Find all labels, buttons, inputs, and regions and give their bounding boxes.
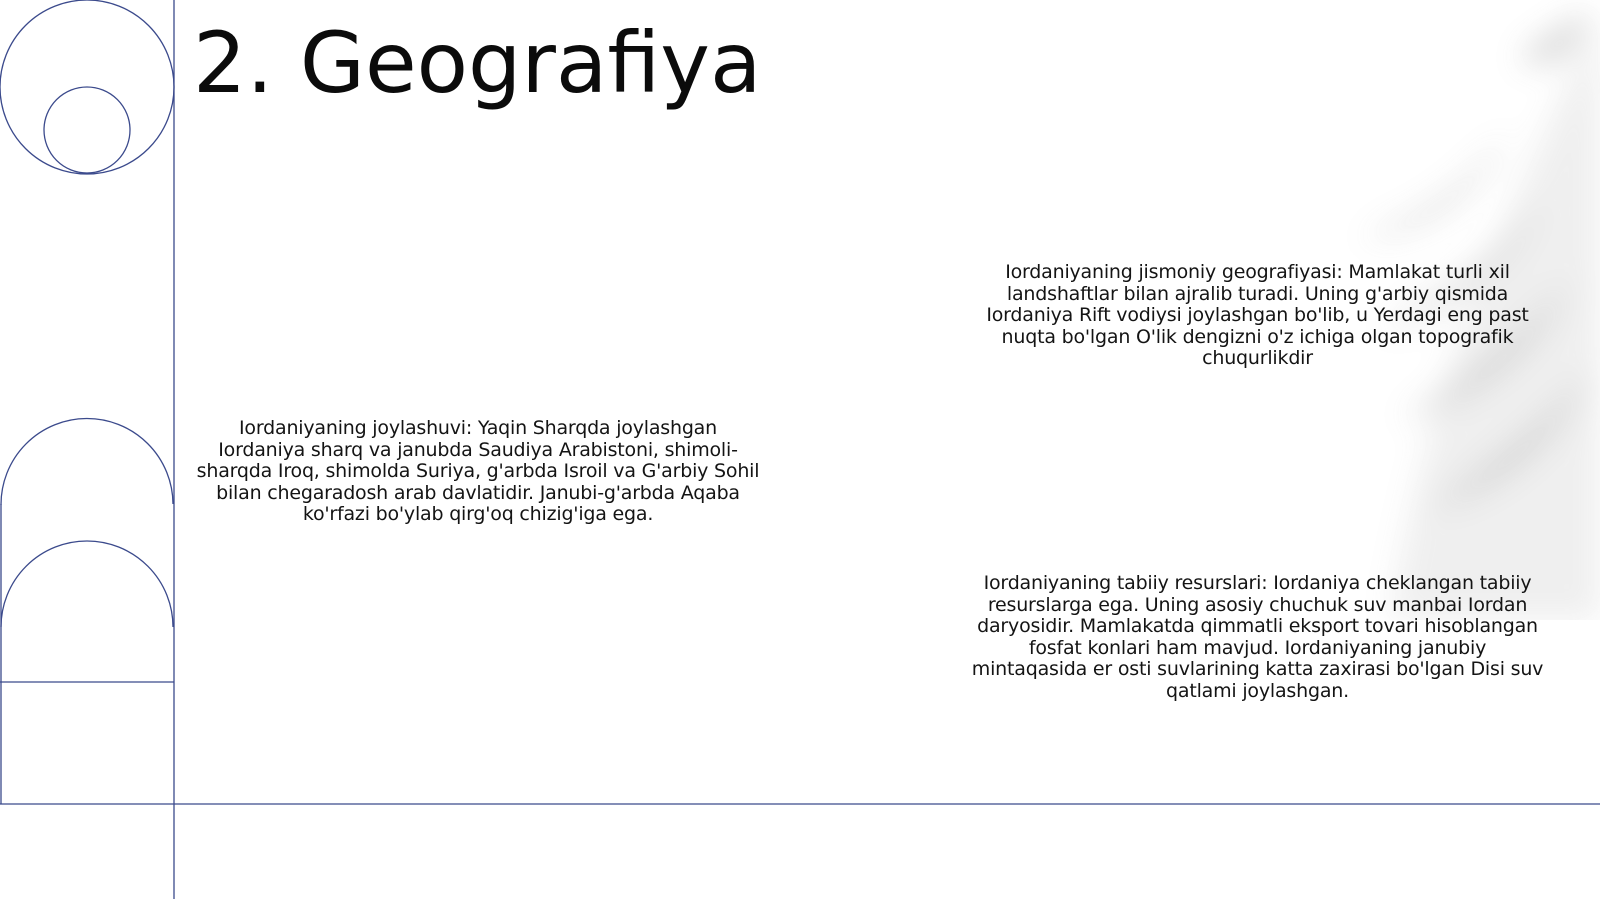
slide-title: 2. Geografiya [193, 14, 762, 112]
location-text-block: Iordaniyaning joylashuvi: Yaqin Sharqda joylashgan Iordaniya sharq va janubda Saudiya Arabistoni, shimoli-sharqda Iroq, shimolda Suriya, g'arbda Isroil va G'arbiy Sohil bilan chegaradosh arab davlatidir. Janubi-g'arbda Aqaba ko'rfazi bo'ylab qirg'oq chizig'iga ega. [196, 417, 760, 525]
upper-arch [1, 419, 173, 505]
small-circle [44, 87, 130, 173]
physical-geography-text-block: Iordaniyaning jismoniy geografiyasi: Mamlakat turli xil landshaftlar bilan ajralib turadi. Uning g'arbiy qismida Iordaniya Rift vodiysi joylashgan bo'lib, u Yerdagi eng past nuqta bo'lgan O'lik dengizni o'z ichiga olgan topografik chuqurlikdir [986, 261, 1529, 369]
natural-resources-text-block: Iordaniyaning tabiiy resurslari: Iordaniya cheklangan tabiiy resurslarga ega. Uning asosiy chuchuk suv manbai Iordan daryosidir. Mamlakatda qimmatli eksport tovari hisoblangan fosfat konlari ham mavjud. Iordaniyaning janubiy mintaqasida er osti suvlarining katta zaxirasi bo'lgan Disi suv qatlami joylashgan. [971, 572, 1544, 702]
lower-arch [1, 541, 173, 627]
